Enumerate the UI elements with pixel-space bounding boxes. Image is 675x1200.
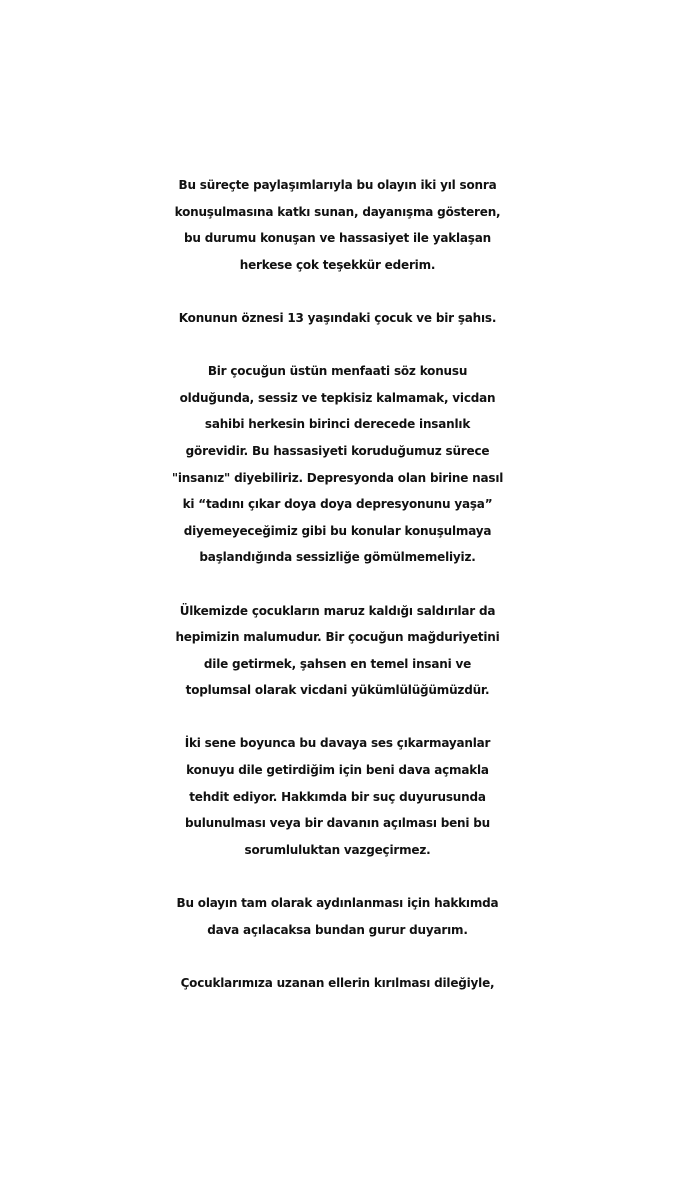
text-line: olduğunda, sessiz ve tepkisiz kalmamak, vicdan	[179, 390, 496, 405]
paragraph-country	[0, 598, 675, 704]
text-line: ki “tadını çıkar doya doya depresyonunu yaşa”	[182, 497, 493, 512]
text-line: Konunun öznesi 13 yaşındaki çocuk ve bir şahıs.	[178, 310, 497, 325]
text-line: tehdit ediyor. Hakkımda bir suç duyurusunda	[189, 789, 486, 804]
statement-text	[0, 172, 675, 1023]
paragraph-pride	[0, 890, 675, 943]
text-line: sahibi herkesin birinci derecede insanlık	[204, 417, 471, 432]
paragraph-lawsuit-threat	[0, 730, 675, 863]
text-line: Bir çocuğun üstün menfaati söz konusu	[207, 364, 468, 379]
text-line: herkese çok teşekkür ederim.	[239, 257, 436, 272]
paragraph-closing	[0, 970, 675, 997]
text-line: diyemeyeceğimiz gibi bu konular konuşulmaya	[183, 523, 492, 538]
text-line: dava açılacaksa bundan gurur duyarım.	[207, 922, 468, 937]
text-line: görevidir. Bu hassasiyeti koruduğumuz sürece	[185, 443, 490, 458]
text-line: bulunulması veya bir davanın açılması beni bu	[184, 816, 491, 831]
text-line: İki sene boyunca bu davaya ses çıkarmayanlar	[184, 736, 491, 751]
text-line: Ülkemizde çocukların maruz kaldığı saldırılar da	[179, 603, 496, 618]
paragraph-thanks	[0, 172, 675, 278]
text-line: Bu süreçte paylaşımlarıyla bu olayın iki yıl sonra	[178, 178, 497, 192]
text-line: konuyu dile getirdiğim için beni dava açmakla	[186, 763, 489, 778]
paragraph-subject	[0, 305, 675, 332]
text-line: konuşulmasına katkı sunan, dayanışma gösteren,	[174, 204, 501, 219]
text-line: başlandığında sessizliğe gömülmemeliyiz.	[199, 550, 476, 565]
text-line: dile getirmek, şahsen en temel insani ve	[203, 656, 472, 671]
text-line: Bu olayın tam olarak aydınlanması için hakkımda	[176, 896, 499, 911]
text-line: "insanız" diyebiliriz. Depresyonda olan birine nasıl	[171, 470, 504, 485]
text-line: bu durumu konuşan ve hassasiyet ile yaklaşan	[183, 231, 491, 246]
text-line: Çocuklarımıza uzanan ellerin kırılması dileğiyle,	[180, 975, 495, 990]
text-line: sorumluluktan vazgeçirmez.	[244, 842, 431, 857]
paragraph-child-interest	[0, 358, 675, 571]
text-line: toplumsal olarak vicdani yükümlülüğümüzdür.	[185, 683, 490, 698]
text-line: hepimizin malumudur. Bir çocuğun mağduriyetini	[175, 630, 500, 645]
